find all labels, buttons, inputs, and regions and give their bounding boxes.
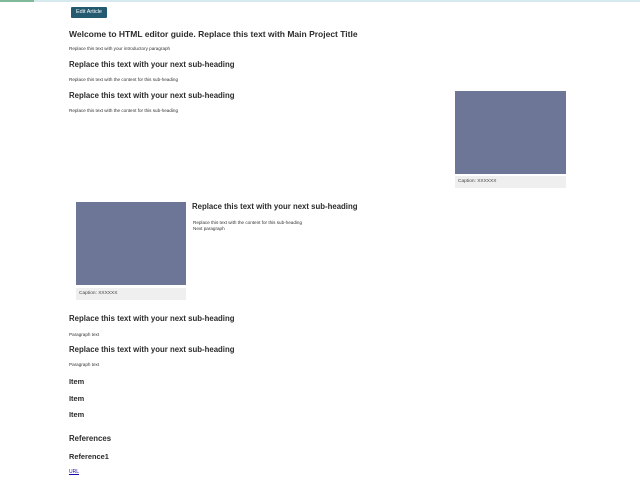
- section-1-heading: Replace this text with your next sub-heading: [69, 60, 235, 69]
- edit-article-button[interactable]: Edit Article: [71, 7, 107, 18]
- section-3-heading: Replace this text with your next sub-heading: [192, 202, 358, 211]
- list-item: Item: [69, 377, 85, 386]
- reference-title: Reference1: [69, 452, 109, 461]
- figure-caption-left: Caption: XXXXXX: [76, 288, 186, 300]
- section-5-body: Paragraph text: [69, 362, 100, 367]
- figure-image-left: [76, 202, 186, 285]
- top-progress-accent: [0, 0, 34, 2]
- section-4-heading: Replace this text with your next sub-heading: [69, 314, 235, 323]
- section-4-body: Paragraph text: [69, 332, 100, 337]
- section-3-body-2: Next paragraph: [193, 226, 225, 231]
- section-2-heading: Replace this text with your next sub-heading: [69, 91, 235, 100]
- figure-image-right: [455, 91, 566, 174]
- section-1-body: Replace this text with the content for this sub-heading: [69, 77, 179, 82]
- figure-caption-right: Caption: XXXXXX: [455, 176, 566, 188]
- section-5-heading: Replace this text with your next sub-heading: [69, 345, 235, 354]
- section-2-body: Replace this text with the content for this sub-heading: [69, 108, 179, 113]
- list-item: Item: [69, 394, 85, 403]
- top-accent-bar: [0, 0, 640, 2]
- section-3-body: Replace this text with the content for this sub-heading: [193, 220, 303, 225]
- reference-url-link[interactable]: URL: [69, 469, 80, 475]
- references-heading: References: [69, 434, 112, 443]
- list-item: Item: [69, 410, 85, 419]
- page-title: Welcome to HTML editor guide. Replace this text with Main Project Title: [69, 29, 358, 39]
- intro-paragraph: Replace this text with your introductory paragraph: [69, 46, 171, 51]
